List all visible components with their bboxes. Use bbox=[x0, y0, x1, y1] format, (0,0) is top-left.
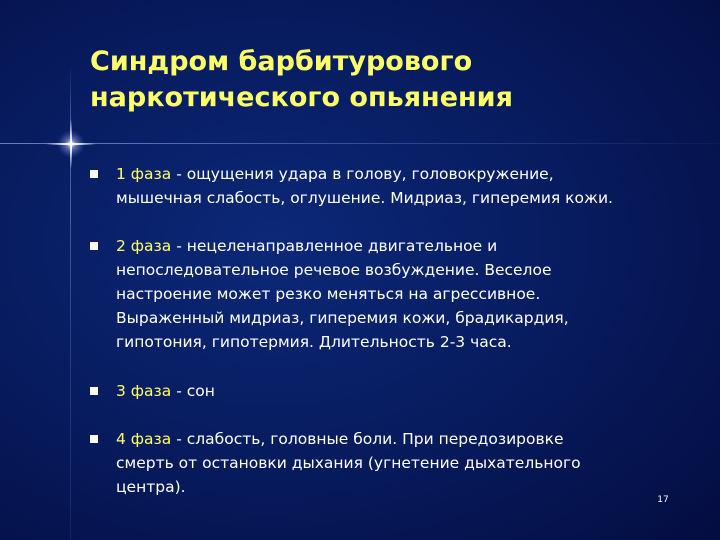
bullet-icon bbox=[90, 242, 98, 250]
text-line: настроение может резко меняться на агрессивное. bbox=[116, 285, 541, 303]
list-item-text bbox=[116, 379, 696, 403]
phase-label: 1 фаза bbox=[116, 165, 172, 183]
phase-description: - ощущения удара в голову, головокружение, bbox=[171, 165, 554, 183]
phase-label: 3 фаза bbox=[116, 382, 172, 400]
bullet-icon bbox=[90, 435, 98, 443]
phase-label: 4 фаза bbox=[116, 430, 172, 448]
text-line: центра). bbox=[116, 478, 186, 496]
phase-label: 2 фаза bbox=[116, 237, 172, 255]
list-item-text bbox=[116, 162, 696, 210]
text-line: Выраженный мидриаз, гиперемия кожи, брадикардия, bbox=[116, 309, 569, 327]
text-line: гипотония, гипотермия. Длительность 2-3 часа. bbox=[116, 333, 512, 351]
bullet-icon bbox=[90, 170, 98, 178]
text-line: мышечная слабость, оглушение. Мидриаз, гиперемия кожи. bbox=[116, 189, 613, 207]
text-line bbox=[116, 234, 696, 258]
title-line: Синдром барбитурового bbox=[90, 46, 473, 77]
bullet-icon bbox=[90, 387, 98, 395]
list-item-text bbox=[116, 234, 696, 354]
list-item-text bbox=[116, 427, 696, 499]
text-line bbox=[116, 379, 696, 403]
page-number: 17 bbox=[657, 495, 669, 505]
phase-description: - слабость, головные боли. При передозировке bbox=[171, 430, 564, 448]
text-line bbox=[116, 162, 696, 186]
text-line: смерть от остановки дыхания (угнетение дыхательного bbox=[116, 454, 581, 472]
title-line: наркотического опьянения bbox=[90, 82, 513, 113]
phase-description: - нецеленаправленное двигательное и bbox=[171, 237, 498, 255]
phase-description: - сон bbox=[171, 382, 215, 400]
text-line: непоследовательное речевое возбуждение. Веселое bbox=[116, 261, 552, 279]
text-line bbox=[116, 427, 696, 451]
